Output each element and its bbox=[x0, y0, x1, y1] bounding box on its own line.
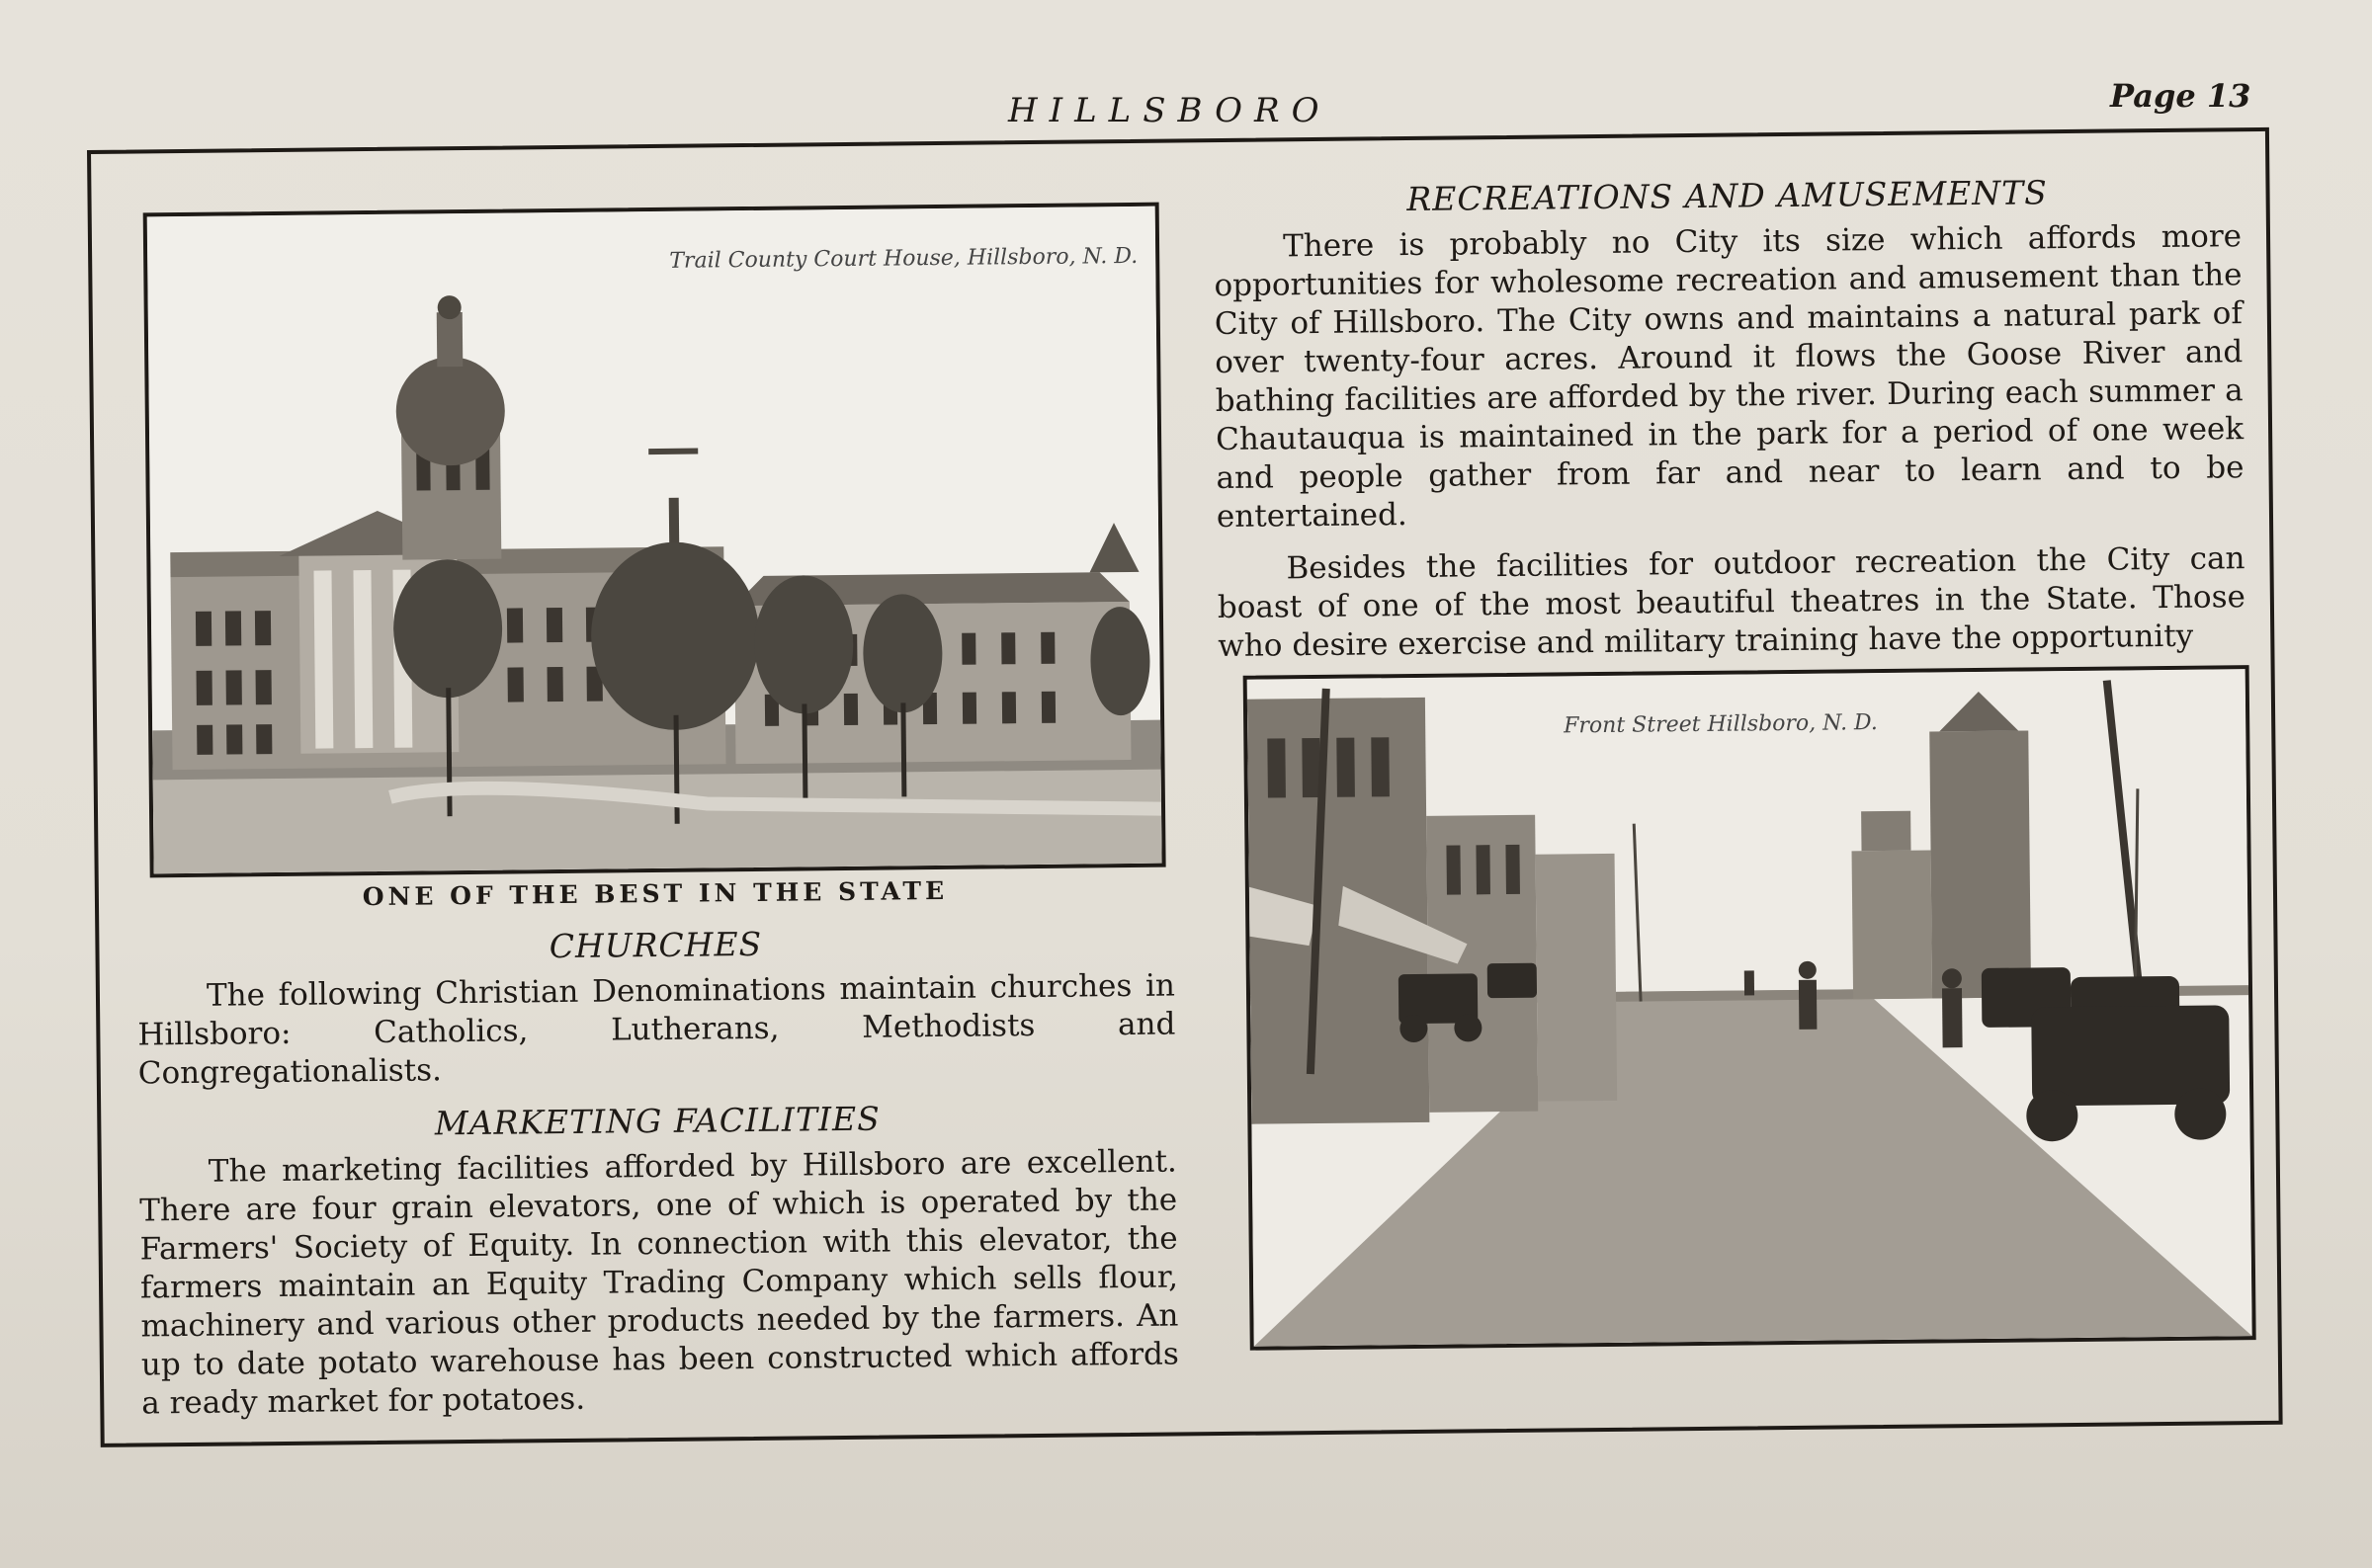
front-street-caption: Front Street Hillsboro, N. D. bbox=[1564, 710, 1878, 739]
front-street-illustration bbox=[1247, 669, 2252, 1347]
courthouse-illustration bbox=[147, 206, 1162, 874]
marketing-heading: MARKETING FACILITIES bbox=[434, 1099, 881, 1143]
left-column bbox=[136, 874, 1180, 1438]
recreations-paragraph-2: Besides the facilities for outdoor recreation the City can boast of one of the most beautiful theatres in the State. Those who desire exercise and military training have the opportunity bbox=[1217, 540, 2246, 665]
recreations-paragraph-1: There is probably no City its size which affords more opportunities for wholesome recreation and amusement than the City of Hillsboro. The City owns and maintains a natural park of over twenty-four acres. Around it flows the Goose River and bathing facilities are afforded by the river. During each summer a Chautauqua is maintained in the park for a period of one week and people gather from far and near to learn and to be entertained. bbox=[1214, 218, 2245, 536]
content-frame bbox=[87, 127, 2283, 1447]
right-column bbox=[1213, 171, 2245, 701]
recreations-heading: RECREATIONS AND AMUSEMENTS bbox=[1406, 173, 2048, 219]
churches-heading: CHURCHES bbox=[549, 924, 763, 966]
courthouse-photo bbox=[143, 203, 1166, 878]
courthouse-caption: Trail County Court House, Hillsboro, N. D. bbox=[669, 243, 1139, 274]
marketing-paragraph: The marketing facilities afforded by Hillsboro are excellent. There are four grain elevators, one of which is operated by the Farmers' Society of Equity. In connection with this elevator, the farmers maintain an Equity Trading Company which sells flour, machinery and various other products needed by the farmers. An up to date potato warehouse has been constructed which affords a ready market for potatoes. bbox=[139, 1143, 1180, 1422]
front-street-photo bbox=[1243, 665, 2256, 1351]
churches-paragraph: The following Christian Denominations maintain churches in Hillsboro: Catholics, Lutherans, Methodists and Congregationalists. bbox=[137, 967, 1176, 1092]
page-number: Page 13 bbox=[2110, 77, 2251, 115]
running-head: HILLSBORO bbox=[1008, 91, 1331, 130]
photo-subtitle: ONE OF THE BEST IN THE STATE bbox=[362, 875, 949, 912]
